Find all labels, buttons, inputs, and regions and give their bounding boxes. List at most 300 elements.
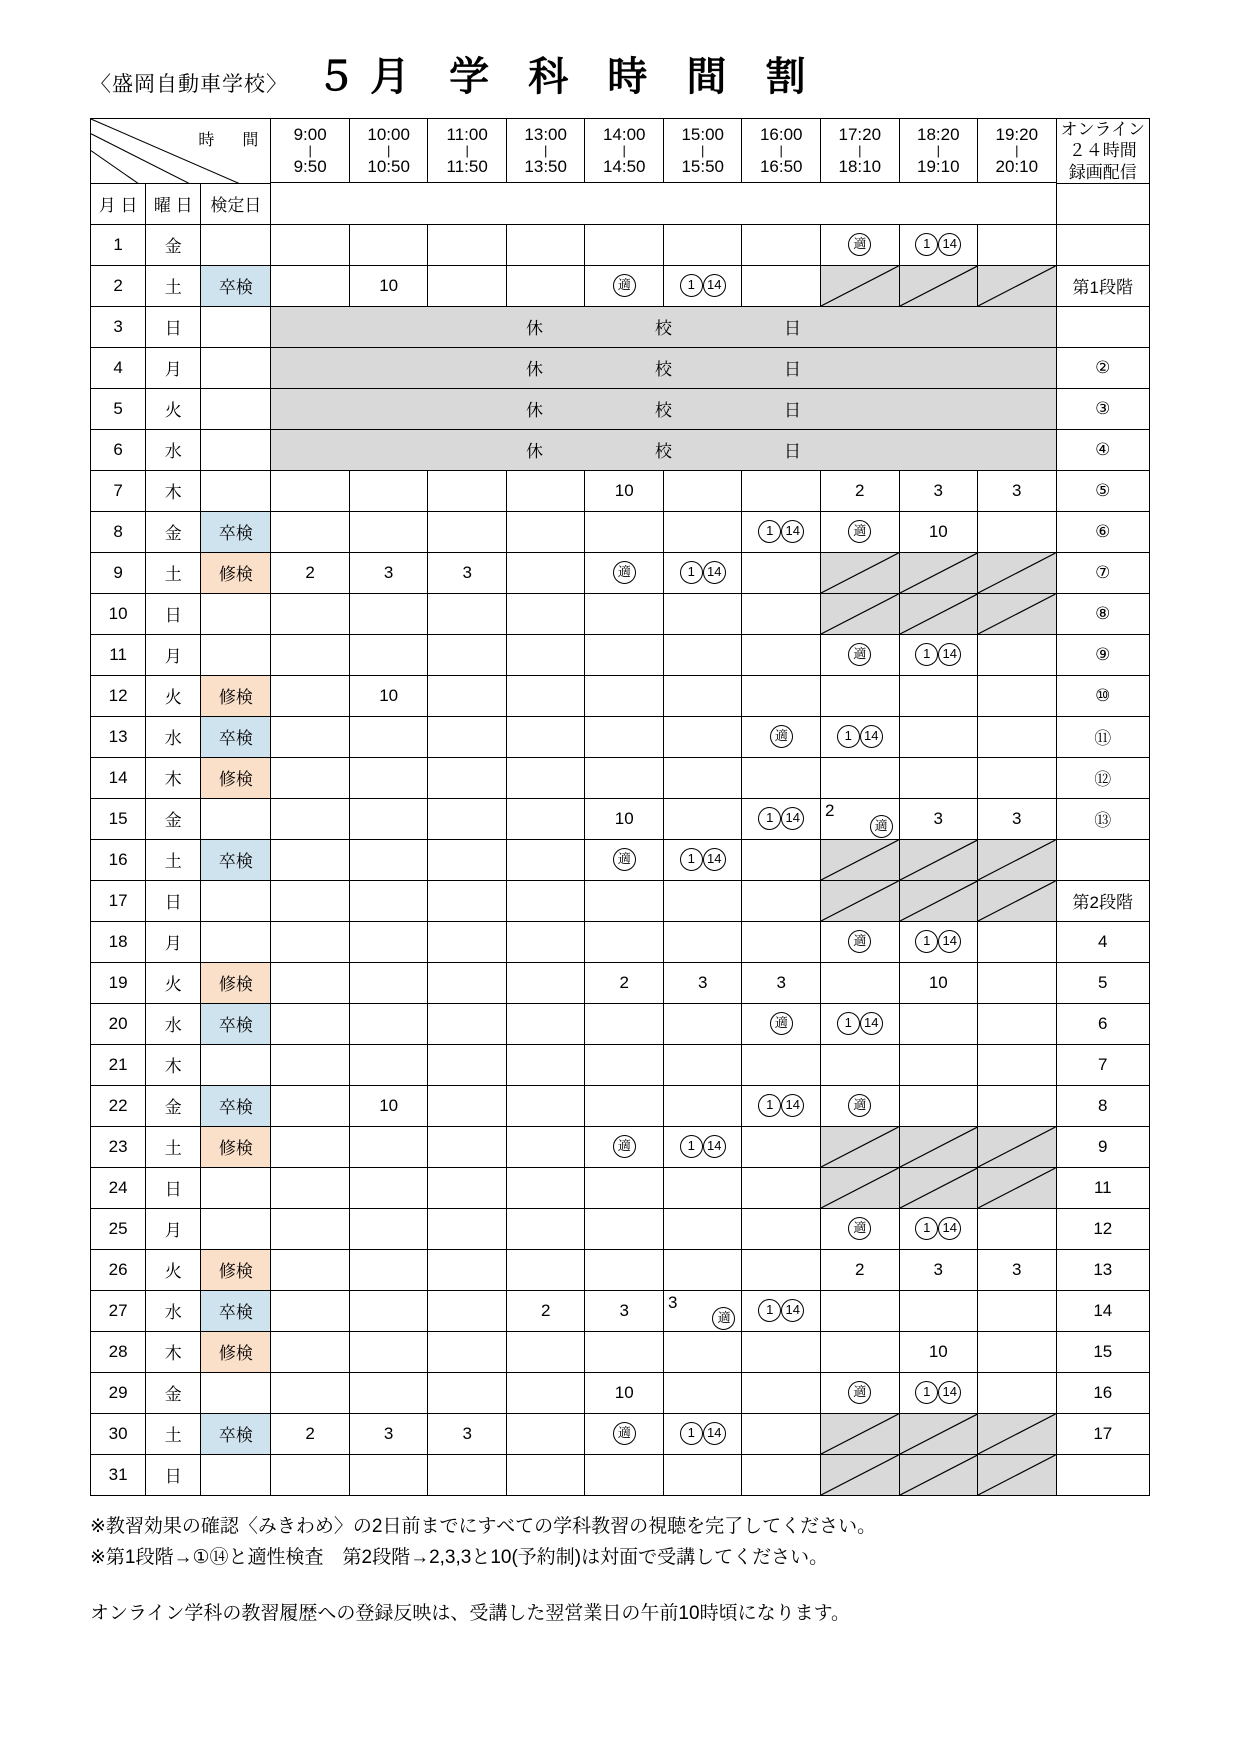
cell-slot-7 <box>742 1454 821 1495</box>
cell-slot-5 <box>585 1331 664 1372</box>
cell-slot-5 <box>585 921 664 962</box>
cell-slot-4 <box>506 757 585 798</box>
cell-slot-2 <box>349 593 428 634</box>
cell-slot-3 <box>428 1085 507 1126</box>
cell-slot-2 <box>349 224 428 265</box>
cell-day: 16 <box>91 839 146 880</box>
cell-slot-1: 2 <box>271 1413 350 1454</box>
cell-slot-5: 適 <box>585 839 664 880</box>
cell-slot-5 <box>585 1003 664 1044</box>
cell-slot-9 <box>899 1126 978 1167</box>
cell-dow: 水 <box>146 1003 201 1044</box>
cell-online-note: 16 <box>1056 1372 1149 1413</box>
cell-slot-2: 10 <box>349 1085 428 1126</box>
cell-slot-1 <box>271 1372 350 1413</box>
cell-slot-8: 適 <box>821 511 900 552</box>
cell-slot-10: 3 <box>978 470 1057 511</box>
cell-slot-10 <box>978 1290 1057 1331</box>
cell-dow: 火 <box>146 388 201 429</box>
cell-slot-1 <box>271 1331 350 1372</box>
cell-slot-10 <box>978 1085 1057 1126</box>
cell-dow: 日 <box>146 306 201 347</box>
cell-dow: 木 <box>146 1331 201 1372</box>
cell-slot-7 <box>742 265 821 306</box>
cell-slot-3 <box>428 593 507 634</box>
cell-online-note: 8 <box>1056 1085 1149 1126</box>
cell-slot-2 <box>349 1003 428 1044</box>
cell-slot-6 <box>663 1208 742 1249</box>
cell-slot-2 <box>349 880 428 921</box>
cell-slot-1 <box>271 1085 350 1126</box>
cell-slot-4 <box>506 1126 585 1167</box>
page-title: ５月 学 科 時 間 割 <box>316 55 820 99</box>
cell-slot-5: 3 <box>585 1290 664 1331</box>
cell-slot-1 <box>271 1126 350 1167</box>
cell-online-note: 5 <box>1056 962 1149 1003</box>
cell-online-note: ⑪ <box>1056 716 1149 757</box>
cell-slot-7 <box>742 634 821 675</box>
cell-slot-9 <box>899 675 978 716</box>
cell-slot-7 <box>742 1126 821 1167</box>
cell-slot-3 <box>428 1167 507 1208</box>
cell-slot-9 <box>899 265 978 306</box>
cell-slot-7: 適 <box>742 1003 821 1044</box>
cell-slot-3 <box>428 511 507 552</box>
cell-slot-9: 10 <box>899 1331 978 1372</box>
cell-slot-3: 3 <box>428 552 507 593</box>
cell-slot-3 <box>428 1126 507 1167</box>
cell-online-note: 11 <box>1056 1167 1149 1208</box>
cell-exam <box>201 1167 271 1208</box>
cell-slot-6 <box>663 1454 742 1495</box>
cell-dow: 金 <box>146 224 201 265</box>
cell-slot-9 <box>899 1290 978 1331</box>
table-row <box>91 1290 1150 1331</box>
cell-slot-1 <box>271 470 350 511</box>
cell-dow: 月 <box>146 921 201 962</box>
cell-slot-4 <box>506 265 585 306</box>
cell-slot-7 <box>742 1044 821 1085</box>
cell-dow: 木 <box>146 757 201 798</box>
cell-slot-7: 1 14 <box>742 1085 821 1126</box>
cell-slot-7 <box>742 880 821 921</box>
cell-slot-1 <box>271 1044 350 1085</box>
cell-dow: 木 <box>146 1044 201 1085</box>
table-row <box>91 1249 1150 1290</box>
cell-slot-6: 3 適 <box>663 1290 742 1331</box>
slot-header-4: 13:00 | 13:50 <box>506 119 585 183</box>
cell-slot-10 <box>978 552 1057 593</box>
cell-slot-6 <box>663 1249 742 1290</box>
cell-slot-10 <box>978 716 1057 757</box>
cell-slot-2 <box>349 1372 428 1413</box>
cell-slot-8 <box>821 675 900 716</box>
cell-day: 8 <box>91 511 146 552</box>
cell-online-note: 第1段階 <box>1056 265 1149 306</box>
note-line-1: ※教習効果の確認〈みきわめ〉の2日前までにすべての学科教習の視聴を完了してください。 <box>90 1515 877 1537</box>
cell-slot-7 <box>742 224 821 265</box>
cell-slot-3 <box>428 839 507 880</box>
cell-slot-10 <box>978 265 1057 306</box>
cell-day: 28 <box>91 1331 146 1372</box>
cell-day: 3 <box>91 306 146 347</box>
cell-slot-5 <box>585 1208 664 1249</box>
cell-day: 31 <box>91 1454 146 1495</box>
cell-slot-2 <box>349 1208 428 1249</box>
cell-slot-3 <box>428 1044 507 1085</box>
cell-slot-8: 適 <box>821 921 900 962</box>
cell-slot-5 <box>585 716 664 757</box>
cell-exam: 卒検 <box>201 1290 271 1331</box>
cell-online-note: ⑦ <box>1056 552 1149 593</box>
cell-slot-6: 1 14 <box>663 1413 742 1454</box>
cell-exam <box>201 388 271 429</box>
cell-slot-1 <box>271 880 350 921</box>
cell-slot-8 <box>821 962 900 1003</box>
cell-slot-7 <box>742 1331 821 1372</box>
cell-slot-10 <box>978 962 1057 1003</box>
cell-slot-4 <box>506 1208 585 1249</box>
cell-slot-4 <box>506 962 585 1003</box>
table-row <box>91 470 1150 511</box>
cell-slot-7 <box>742 1413 821 1454</box>
cell-slot-6 <box>663 1003 742 1044</box>
cell-dow: 日 <box>146 1167 201 1208</box>
cell-slot-2: 3 <box>349 1413 428 1454</box>
cell-exam <box>201 921 271 962</box>
cell-dow: 水 <box>146 1290 201 1331</box>
table-row <box>91 1085 1150 1126</box>
cell-slot-2 <box>349 716 428 757</box>
cell-slot-8 <box>821 757 900 798</box>
cell-exam <box>201 880 271 921</box>
cell-online-note: ② <box>1056 347 1149 388</box>
cell-slot-1 <box>271 593 350 634</box>
cell-slot-1 <box>271 634 350 675</box>
table-row <box>91 1331 1150 1372</box>
cell-exam: 卒検 <box>201 1085 271 1126</box>
cell-slot-10: 3 <box>978 798 1057 839</box>
cell-exam <box>201 306 271 347</box>
cell-slot-2 <box>349 1167 428 1208</box>
cell-slot-4 <box>506 1167 585 1208</box>
cell-slot-10 <box>978 1372 1057 1413</box>
cell-day: 12 <box>91 675 146 716</box>
cell-slot-3: 3 <box>428 1413 507 1454</box>
cell-slot-3 <box>428 1208 507 1249</box>
cell-slot-10 <box>978 593 1057 634</box>
cell-slot-8: 2 <box>821 1249 900 1290</box>
cell-day: 9 <box>91 552 146 593</box>
cell-slot-10 <box>978 675 1057 716</box>
cell-day: 30 <box>91 1413 146 1454</box>
cell-slot-1 <box>271 1454 350 1495</box>
cell-slot-2 <box>349 511 428 552</box>
cell-slot-5: 10 <box>585 470 664 511</box>
cell-slot-9 <box>899 552 978 593</box>
cell-online-note: 13 <box>1056 1249 1149 1290</box>
table-row <box>91 798 1150 839</box>
cell-slot-4: 2 <box>506 1290 585 1331</box>
cell-slot-9: 1 14 <box>899 634 978 675</box>
cell-slot-3 <box>428 962 507 1003</box>
cell-slot-1 <box>271 1167 350 1208</box>
cell-slot-3 <box>428 675 507 716</box>
cell-slot-4 <box>506 798 585 839</box>
cell-online-note: ⑨ <box>1056 634 1149 675</box>
slot-header-10: 19:20 | 20:10 <box>978 119 1057 183</box>
cell-slot-5 <box>585 1249 664 1290</box>
cell-online-note: 6 <box>1056 1003 1149 1044</box>
cell-slot-8 <box>821 839 900 880</box>
cell-exam: 卒検 <box>201 1003 271 1044</box>
cell-slot-4 <box>506 1331 585 1372</box>
cell-slot-5: 適 <box>585 1126 664 1167</box>
cell-exam <box>201 1454 271 1495</box>
table-row <box>91 880 1150 921</box>
cell-slot-2 <box>349 1044 428 1085</box>
cell-slot-1 <box>271 921 350 962</box>
cell-slot-8: 適 <box>821 1208 900 1249</box>
cell-slot-6: 1 14 <box>663 1126 742 1167</box>
cell-slot-3 <box>428 716 507 757</box>
cell-slot-9: 1 14 <box>899 1208 978 1249</box>
cell-slot-2: 10 <box>349 675 428 716</box>
cell-slot-8: 適 <box>821 634 900 675</box>
cell-slot-6: 1 14 <box>663 839 742 880</box>
cell-online-note: 9 <box>1056 1126 1149 1167</box>
col-header-exam: 検定日 <box>201 183 271 224</box>
cell-exam <box>201 593 271 634</box>
cell-slot-7 <box>742 757 821 798</box>
cell-slot-9: 10 <box>899 962 978 1003</box>
note-line-3: オンライン学科の教習履歴への登録反映は、受講した翌営業日の午前10時頃になります。 <box>90 1602 851 1624</box>
cell-exam: 卒検 <box>201 716 271 757</box>
cell-day: 14 <box>91 757 146 798</box>
cell-slot-5: 2 <box>585 962 664 1003</box>
cell-slot-9: 3 <box>899 1249 978 1290</box>
cell-slot-8 <box>821 265 900 306</box>
cell-slot-9: 1 14 <box>899 224 978 265</box>
cell-slot-2 <box>349 962 428 1003</box>
cell-slot-9 <box>899 1167 978 1208</box>
cell-slot-9: 10 <box>899 511 978 552</box>
cell-dow: 月 <box>146 634 201 675</box>
cell-dow: 金 <box>146 1372 201 1413</box>
cell-day: 1 <box>91 224 146 265</box>
cell-slot-5: 10 <box>585 1372 664 1413</box>
cell-dow: 月 <box>146 1208 201 1249</box>
table-row <box>91 429 1150 470</box>
cell-slot-10 <box>978 921 1057 962</box>
cell-slot-6 <box>663 675 742 716</box>
cell-slot-8: 2 適 <box>821 798 900 839</box>
cell-slot-1 <box>271 962 350 1003</box>
cell-day: 13 <box>91 716 146 757</box>
cell-day: 20 <box>91 1003 146 1044</box>
table-row <box>91 634 1150 675</box>
cell-slot-9 <box>899 1003 978 1044</box>
cell-dow: 日 <box>146 593 201 634</box>
cell-slot-3 <box>428 1003 507 1044</box>
cell-slot-3 <box>428 470 507 511</box>
cell-slot-1 <box>271 511 350 552</box>
cell-slot-6 <box>663 1331 742 1372</box>
cell-slot-7 <box>742 1208 821 1249</box>
cell-day: 27 <box>91 1290 146 1331</box>
cell-slot-3 <box>428 798 507 839</box>
cell-slot-4 <box>506 1003 585 1044</box>
cell-slot-9: 3 <box>899 798 978 839</box>
cell-slot-2 <box>349 839 428 880</box>
cell-slot-1 <box>271 265 350 306</box>
cell-slot-7 <box>742 921 821 962</box>
schedule-table <box>90 118 1150 1496</box>
cell-slot-2 <box>349 1331 428 1372</box>
cell-slot-1 <box>271 1003 350 1044</box>
cell-slot-8 <box>821 552 900 593</box>
cell-exam <box>201 429 271 470</box>
cell-slot-2 <box>349 1126 428 1167</box>
cell-rest-day: 休 校 日 <box>271 429 1056 470</box>
slot-header-2: 10:00 | 10:50 <box>349 119 428 183</box>
cell-slot-3 <box>428 880 507 921</box>
cell-day: 5 <box>91 388 146 429</box>
cell-online-note: 4 <box>1056 921 1149 962</box>
cell-slot-4 <box>506 716 585 757</box>
cell-online-note: ⑤ <box>1056 470 1149 511</box>
cell-slot-10: 3 <box>978 1249 1057 1290</box>
cell-slot-4 <box>506 1249 585 1290</box>
cell-slot-3 <box>428 921 507 962</box>
cell-slot-3 <box>428 224 507 265</box>
cell-slot-10 <box>978 1454 1057 1495</box>
cell-slot-8: 1 14 <box>821 716 900 757</box>
cell-dow: 日 <box>146 1454 201 1495</box>
cell-slot-1 <box>271 1208 350 1249</box>
slot-header-7: 16:00 | 16:50 <box>742 119 821 183</box>
cell-slot-3 <box>428 1372 507 1413</box>
table-row <box>91 552 1150 593</box>
cell-slot-3 <box>428 1249 507 1290</box>
cell-dow: 金 <box>146 511 201 552</box>
cell-slot-4 <box>506 552 585 593</box>
cell-exam <box>201 1372 271 1413</box>
cell-slot-9 <box>899 1085 978 1126</box>
cell-slot-6 <box>663 1044 742 1085</box>
cell-slot-10 <box>978 511 1057 552</box>
table-row <box>91 388 1150 429</box>
cell-online-note: 7 <box>1056 1044 1149 1085</box>
cell-slot-7 <box>742 839 821 880</box>
cell-slot-6: 3 <box>663 962 742 1003</box>
cell-exam: 卒検 <box>201 511 271 552</box>
cell-slot-8 <box>821 1454 900 1495</box>
cell-slot-8: 1 14 <box>821 1003 900 1044</box>
cell-online-note <box>1056 1454 1149 1495</box>
cell-slot-1 <box>271 1249 350 1290</box>
cell-slot-4 <box>506 1454 585 1495</box>
cell-slot-9 <box>899 880 978 921</box>
table-row <box>91 1454 1150 1495</box>
table-row <box>91 1044 1150 1085</box>
cell-slot-1 <box>271 716 350 757</box>
cell-slot-5 <box>585 880 664 921</box>
cell-online-note <box>1056 224 1149 265</box>
cell-day: 25 <box>91 1208 146 1249</box>
cell-online-note: ⑬ <box>1056 798 1149 839</box>
cell-rest-day: 休 校 日 <box>271 306 1056 347</box>
cell-slot-6 <box>663 1372 742 1413</box>
cell-slot-6 <box>663 470 742 511</box>
col-header-day: 月 日 <box>91 183 146 224</box>
cell-slot-2 <box>349 634 428 675</box>
cell-exam: 修検 <box>201 1126 271 1167</box>
cell-slot-6 <box>663 224 742 265</box>
cell-slot-1 <box>271 839 350 880</box>
cell-slot-5 <box>585 511 664 552</box>
cell-dow: 月 <box>146 347 201 388</box>
table-row <box>91 962 1150 1003</box>
cell-online-note: 第2段階 <box>1056 880 1149 921</box>
cell-slot-7 <box>742 470 821 511</box>
cell-slot-3 <box>428 757 507 798</box>
cell-slot-5: 10 <box>585 798 664 839</box>
cell-slot-4 <box>506 921 585 962</box>
cell-slot-10 <box>978 1208 1057 1249</box>
cell-rest-day: 休 校 日 <box>271 347 1056 388</box>
cell-dow: 日 <box>146 880 201 921</box>
cell-slot-8: 適 <box>821 224 900 265</box>
cell-slot-9 <box>899 839 978 880</box>
cell-slot-5 <box>585 1044 664 1085</box>
cell-dow: 土 <box>146 1413 201 1454</box>
cell-slot-5: 適 <box>585 552 664 593</box>
cell-slot-1 <box>271 798 350 839</box>
cell-slot-7: 3 <box>742 962 821 1003</box>
cell-slot-6 <box>663 634 742 675</box>
cell-slot-5 <box>585 593 664 634</box>
cell-dow: 火 <box>146 1249 201 1290</box>
cell-slot-7 <box>742 1372 821 1413</box>
table-row <box>91 1003 1150 1044</box>
table-row <box>91 511 1150 552</box>
cell-slot-9 <box>899 1413 978 1454</box>
table-body <box>91 224 1150 1495</box>
table-row <box>91 1208 1150 1249</box>
cell-slot-1 <box>271 1290 350 1331</box>
table-row <box>91 716 1150 757</box>
time-label: 時 間 <box>198 132 265 149</box>
slot-header-6: 15:00 | 15:50 <box>663 119 742 183</box>
cell-dow: 土 <box>146 839 201 880</box>
cell-online-note: ⑧ <box>1056 593 1149 634</box>
cell-slot-1 <box>271 675 350 716</box>
cell-slot-8 <box>821 593 900 634</box>
online-column-header: オンライン ２４時間 録画配信 <box>1056 119 1149 184</box>
cell-slot-4 <box>506 880 585 921</box>
cell-slot-5: 適 <box>585 265 664 306</box>
cell-slot-8 <box>821 1331 900 1372</box>
cell-slot-3 <box>428 1454 507 1495</box>
cell-slot-8 <box>821 1167 900 1208</box>
table-row <box>91 1372 1150 1413</box>
cell-exam <box>201 1044 271 1085</box>
cell-slot-5 <box>585 1085 664 1126</box>
cell-slot-9 <box>899 1044 978 1085</box>
slot-header-1: 9:00 | 9:50 <box>271 119 350 183</box>
table-row <box>91 839 1150 880</box>
